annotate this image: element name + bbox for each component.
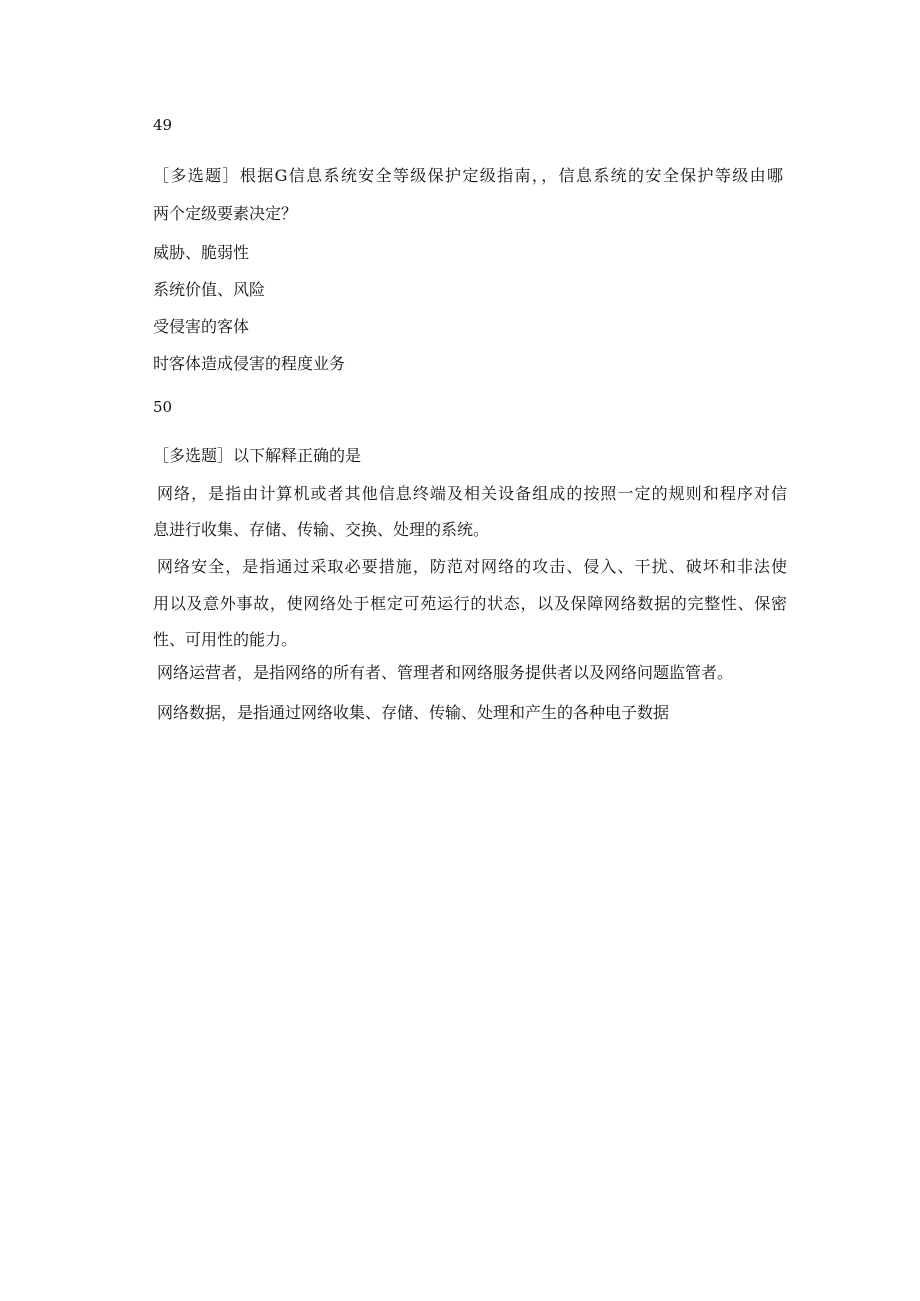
answer-option-line: 网络数据，是指通过网络收集、存储、传输、处理和产生的各种电子数据 [157, 703, 670, 722]
answer-option: 系统价值、风险 [153, 280, 266, 299]
question-stem-line: ［多选题］根据G信息系统安全等级保护定级指南，，信息系统的安全保护等级由哪 [153, 166, 783, 185]
answer-option-line: 网络安全，是指通过采取必要措施，防范对网络的攻击、侵入、干扰、破坏和非法使 [157, 557, 787, 576]
answer-option: 威胁、脆弱性 [153, 243, 250, 262]
answer-option: 时客体造成侵害的程度业务 [153, 354, 346, 373]
answer-option-line: 用以及意外事故，使网络处于框定可苑运行的状态，以及保障网络数据的完整性、保密 [153, 594, 787, 613]
question-number: 50 [153, 398, 173, 416]
answer-option-line: 网络运营者，是指网络的所有者、管理者和网络服务提供者以及网络问题监管者。 [157, 663, 734, 682]
answer-option-line: 性、可用性的能力。 [153, 630, 298, 649]
question-number: 49 [153, 116, 173, 134]
question-stem-line: 两个定级要素决定？ [153, 204, 298, 223]
answer-option: 受侵害的客体 [153, 317, 250, 336]
answer-option-line: 息进行收集、存储、传输、交换、处理的系统。 [153, 520, 490, 539]
answer-option-line: 网络，是指由计算机或者其他信息终端及相关设备组成的按照一定的规则和程序对信 [157, 484, 787, 503]
question-stem: ［多选题］以下解释正确的是 [153, 446, 362, 465]
